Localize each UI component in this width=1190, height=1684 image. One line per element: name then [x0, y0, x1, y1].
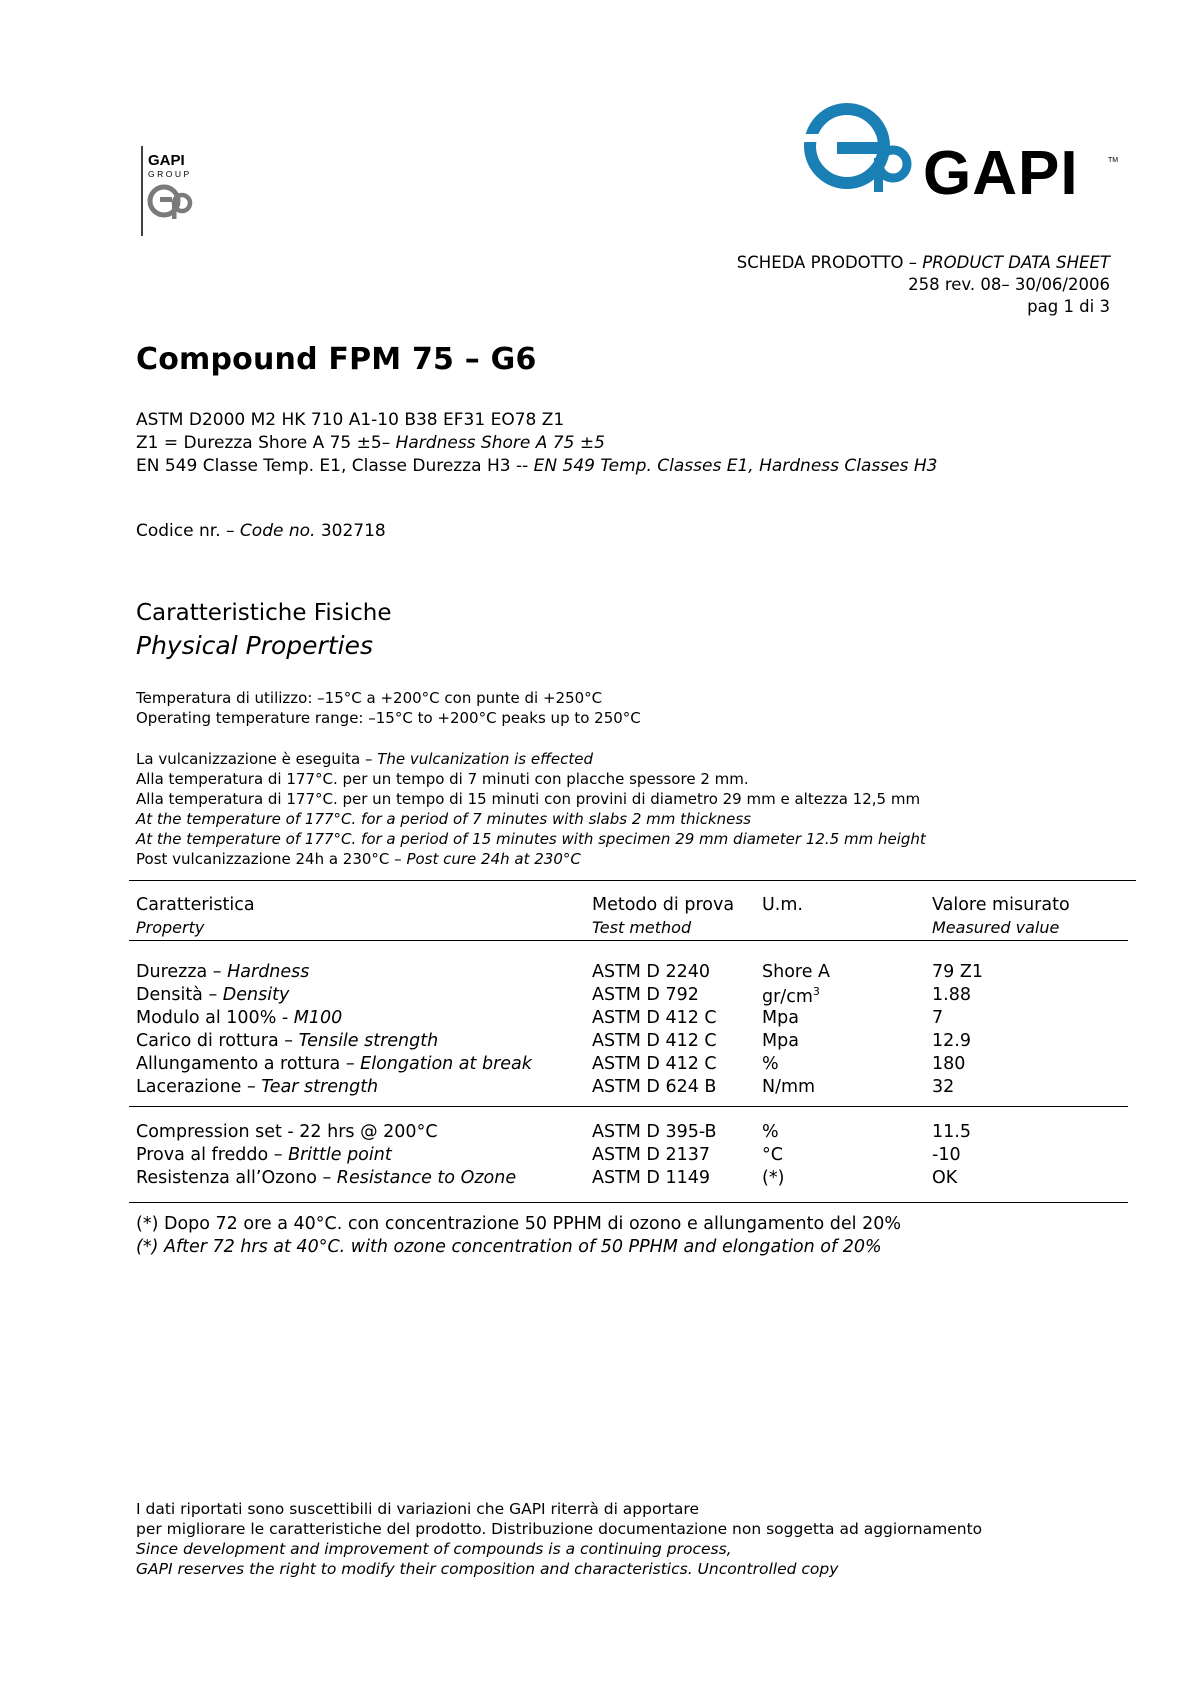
row-unit: Shore A: [762, 962, 831, 982]
row-method: ASTM D 412 C: [592, 1031, 717, 1051]
row-value: 12.9: [932, 1031, 971, 1051]
ozone-note-it: (*) Dopo 72 ore a 40°C. con concentrazione 50 PPHM di ozono e allungamento del 20%: [136, 1214, 901, 1234]
vulcanization-intro: La vulcanizzazione è eseguita – The vulcanization is effected: [136, 750, 594, 768]
row-property: Allungamento a rottura – Elongation at break: [136, 1054, 532, 1074]
row-unit: %: [762, 1054, 779, 1074]
table-top-rule: [129, 880, 1136, 881]
row-method: ASTM D 2240: [592, 962, 711, 982]
header-property-en: Property: [136, 918, 205, 937]
astm-spec: ASTM D2000 M2 HK 710 A1-10 B38 EF31 EO78 Z1: [136, 410, 565, 430]
gapi-small-wordmark: GAPI: [148, 152, 185, 169]
row-method: ASTM D 412 C: [592, 1054, 717, 1074]
row-value: 79 Z1: [932, 962, 983, 982]
footer-line: per migliorare le caratteristiche del prodotto. Distribuzione documentazione non soggetta ad aggiornamento: [136, 1520, 983, 1538]
row-property: Lacerazione – Tear strength: [136, 1077, 379, 1097]
row-property: Carico di rottura – Tensile strength: [136, 1031, 439, 1051]
row-unit: Mpa: [762, 1008, 799, 1028]
table-group-rule: [129, 1106, 1128, 1107]
row-unit: °C: [762, 1145, 783, 1165]
ozone-note-en: (*) After 72 hrs at 40°C. with ozone concentration of 50 PPHM and elongation of 20%: [136, 1237, 882, 1257]
row-unit: N/mm: [762, 1077, 816, 1097]
row-property: Prova al freddo – Brittle point: [136, 1145, 392, 1165]
row-method: ASTM D 2137: [592, 1145, 711, 1165]
section-title-en: Physical Properties: [136, 631, 373, 660]
gapi-wordmark: GAPI: [923, 139, 1079, 208]
header-value-en: Measured value: [932, 918, 1060, 937]
footer-line: I dati riportati sono suscettibili di variazioni che GAPI riterrà di apportare: [136, 1500, 699, 1518]
sheet-label: SCHEDA PRODOTTO – PRODUCT DATA SHEET: [736, 253, 1110, 272]
vulcanization-line: At the temperature of 177°C. for a period of 7 minutes with slabs 2 mm thickness: [136, 810, 751, 828]
row-value: 32: [932, 1077, 955, 1097]
row-property: Densità – Density: [136, 985, 290, 1005]
row-method: ASTM D 1149: [592, 1168, 711, 1188]
header-method-it: Metodo di prova: [592, 895, 735, 915]
trademark-mark: TM: [1108, 157, 1119, 164]
table-bottom-rule: [129, 1202, 1128, 1203]
vulcanization-line: Alla temperatura di 177°C. per un tempo di 7 minuti con placche spessore 2 mm.: [136, 770, 749, 788]
page-number: pag 1 di 3: [1027, 297, 1110, 316]
row-value: OK: [932, 1168, 958, 1188]
row-property: Resistenza all’Ozono – Resistance to Ozone: [136, 1168, 517, 1188]
row-value: 1.88: [932, 985, 971, 1005]
row-value: 7: [932, 1008, 944, 1028]
row-method: ASTM D 624 B: [592, 1077, 717, 1097]
row-property: Durezza – Hardness: [136, 962, 310, 982]
vulcanization-line: Alla temperatura di 177°C. per un tempo di 15 minuti con provini di diametro 29 mm e altezza 12,5 mm: [136, 790, 921, 808]
group-wordmark: GROUP: [148, 169, 192, 179]
footer-line: GAPI reserves the right to modify their composition and characteristics. Uncontrolled copy: [136, 1560, 839, 1578]
row-property: Modulo al 100% - M100: [136, 1008, 343, 1028]
temperature-it: Temperatura di utilizzo: –15°C a +200°C con punte di +250°C: [136, 689, 603, 707]
row-method: ASTM D 395-B: [592, 1122, 717, 1142]
row-value: -10: [932, 1145, 961, 1165]
row-unit: %: [762, 1122, 779, 1142]
row-unit: $gr/cm^3$: [762, 985, 820, 1007]
code-number: Codice nr. – Code no. 302718: [136, 521, 386, 541]
header-unit: U.m.: [762, 895, 803, 915]
page-title: Compound FPM 75 – G6: [136, 342, 537, 377]
footer-line: Since development and improvement of compounds is a continuing process,: [136, 1540, 732, 1558]
row-unit: Mpa: [762, 1031, 799, 1051]
en549-spec: EN 549 Classe Temp. E1, Classe Durezza H3 -- EN 549 Temp. Classes E1, Hardness Classes H3: [136, 456, 938, 476]
row-value: 180: [932, 1054, 966, 1074]
header-method-en: Test method: [592, 918, 692, 937]
post-cure: Post vulcanizzazione 24h a 230°C – Post cure 24h at 230°C: [136, 850, 581, 868]
table-header-rule: [129, 940, 1128, 941]
row-property: Compression set - 22 hrs @ 200°C: [136, 1122, 438, 1142]
header-property-it: Caratteristica: [136, 895, 255, 915]
row-unit: (*): [762, 1168, 785, 1188]
vulcanization-line: At the temperature of 177°C. for a period of 15 minutes with specimen 29 mm diameter 12.5 mm height: [136, 830, 926, 848]
row-value: 11.5: [932, 1122, 971, 1142]
revision: 258 rev. 08– 30/06/2006: [908, 275, 1110, 294]
gapi-logo: [800, 100, 1140, 210]
gapi-group-logo: [141, 146, 211, 236]
section-title-it: Caratteristiche Fisiche: [136, 600, 392, 626]
temperature-en: Operating temperature range: –15°C to +200°C peaks up to 250°C: [136, 709, 641, 727]
row-method: ASTM D 412 C: [592, 1008, 717, 1028]
hardness-spec: Z1 = Durezza Shore A 75 ±5– Hardness Shore A 75 ±5: [136, 433, 605, 453]
header-value-it: Valore misurato: [932, 895, 1070, 915]
row-method: ASTM D 792: [592, 985, 699, 1005]
